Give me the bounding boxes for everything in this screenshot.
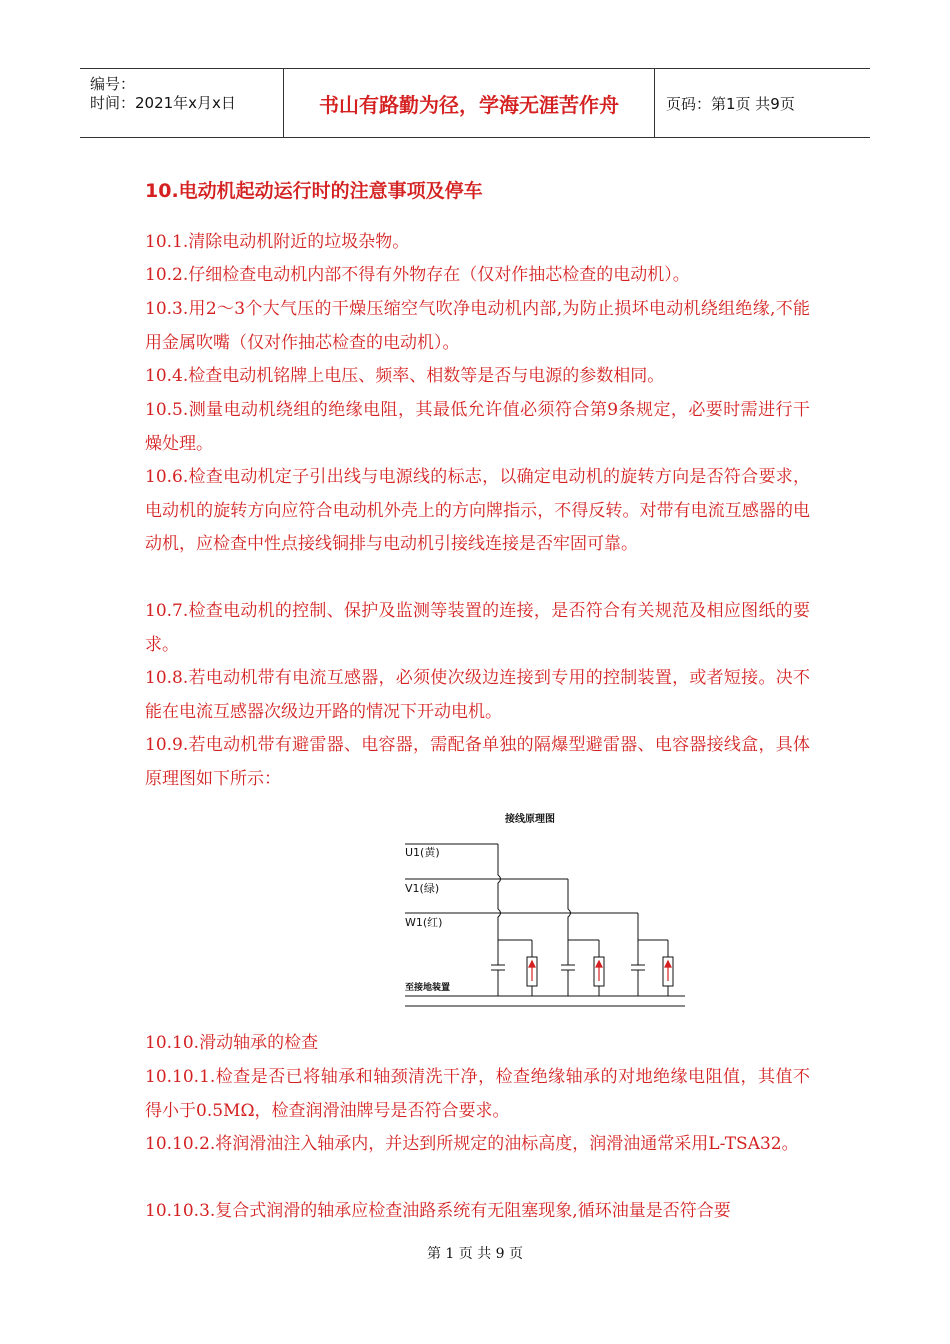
paragraph-10-6: 10.6.检查电动机定子引出线与电源线的标志，以确定电动机的旋转方向是否符合要求，电动机的旋转方向应符合电动机外壳上的方向牌指示，不得反转。对带有电流互感器的电动机，应检查中性点接线铜排与电动机引接线连接是否牢固可靠。	[145, 467, 810, 554]
label-ground: 至接地装置	[405, 983, 451, 993]
paragraph-10-8: 10.8.若电动机带有电流互感器，必须使次级边连接到专用的控制装置，或者短接。决不能在电流互感器次级边开路的情况下开动电机。	[145, 668, 810, 722]
paragraph-10-5: 10.5.测量电动机绕组的绝缘电阻，其最低允许值必须符合第9条规定，必要时需进行干燥处理。	[145, 400, 810, 454]
page-header	[80, 68, 870, 138]
paragraph-10-2: 10.2.仔细检查电动机内部不得有外物存在（仅对作抽芯检查的电动机）。	[145, 265, 690, 285]
document-number: 编号：	[90, 75, 136, 93]
label-u-phase: U1(黄)	[405, 846, 440, 859]
header-meta	[80, 69, 284, 137]
diagram-caption: 接线原理图	[505, 814, 555, 825]
arrester-symbols	[529, 961, 671, 981]
label-v-phase: V1(绿)	[405, 882, 440, 895]
paragraph-10-10-3: 10.10.3.复合式润滑的轴承应检查油路系统有无阻塞现象,循环油量是否符合要	[145, 1201, 731, 1221]
document-date: 时间：2021年x月x日	[90, 94, 236, 112]
paragraph-10-10-2: 10.10.2.将润滑油注入轴承内，并达到所规定的油标高度，润滑油通常采用L-TSA32。	[145, 1134, 799, 1154]
paragraph-10-3: 10.3.用2～3个大气压的干燥压缩空气吹净电动机内部,为防止损坏电动机绕组绝缘,不能用金属吹嘴（仅对作抽芯检查的电动机）。	[145, 299, 810, 353]
section-title: 10.电动机起动运行时的注意事项及停车	[145, 180, 483, 202]
paragraph-10-10-1: 10.10.1.检查是否已将轴承和轴颈清洗干净，检查绝缘轴承的对地绝缘电阻值，其值不得小于0.5MΩ，检查润滑油牌号是否符合要求。	[145, 1067, 810, 1121]
paragraph-10-4: 10.4.检查电动机铭牌上电压、频率、相数等是否与电源的参数相同。	[145, 366, 665, 386]
v-drop	[568, 879, 571, 940]
page-footer: 第 1 页 共 9 页	[426, 1246, 524, 1262]
wiring-diagram	[395, 800, 705, 1015]
label-w-phase: W1(红)	[405, 916, 443, 929]
diagram-lines	[405, 844, 685, 1006]
paragraph-10-7: 10.7.检查电动机的控制、保护及监测等装置的连接，是否符合有关规范及相应图纸的要求。	[145, 601, 810, 655]
header-motto: 书山有路勤为径，学海无涯苦作舟	[284, 69, 655, 137]
paragraph-10-1: 10.1.清除电动机附近的垃圾杂物。	[145, 232, 410, 252]
header-page-info: 页码：第1页 共9页	[666, 94, 795, 113]
paragraph-10-10: 10.10.滑动轴承的检查	[145, 1033, 319, 1053]
paragraph-10-9: 10.9.若电动机带有避雷器、电容器，需配备单独的隔爆型避雷器、电容器接线盒，具体原理图如下所示：	[145, 735, 810, 789]
u-drop	[498, 844, 501, 940]
